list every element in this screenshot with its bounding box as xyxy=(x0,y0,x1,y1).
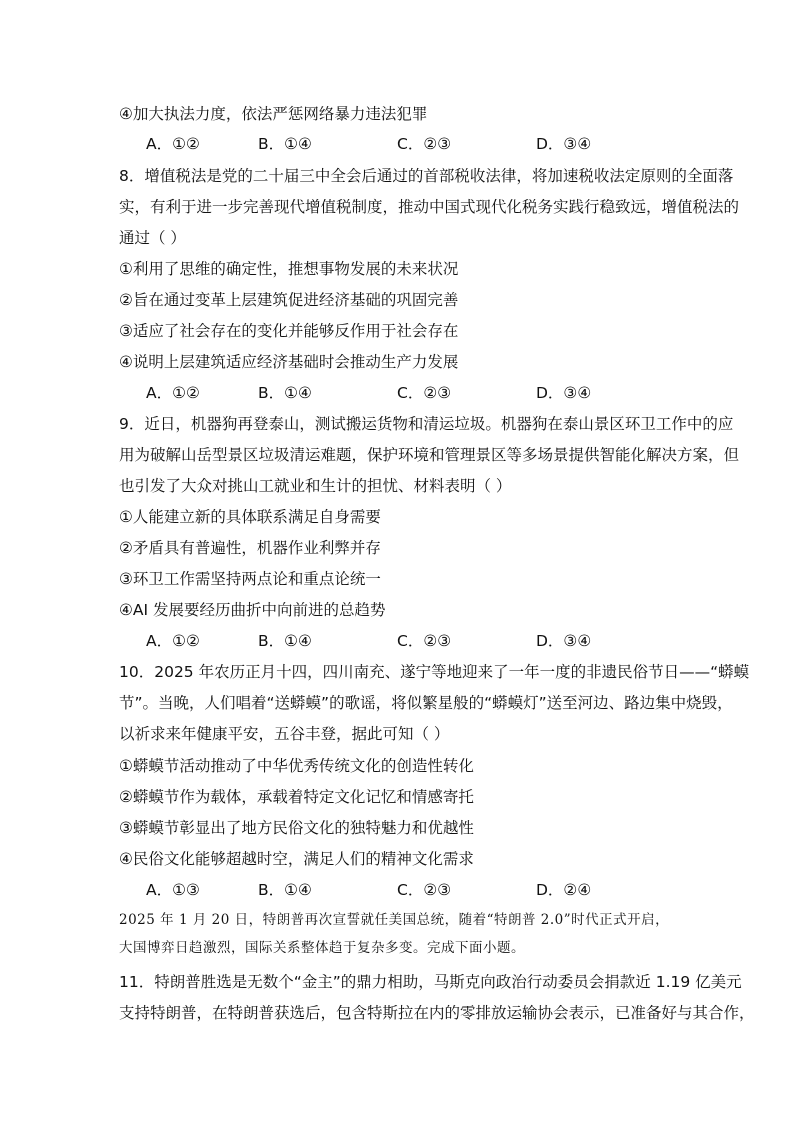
q9-stem xyxy=(119,409,740,502)
q8-option-3: ③适应了社会存在的变化并能够反作用于社会存在 xyxy=(119,322,459,340)
q10-stem xyxy=(119,657,750,750)
q9-stem-line: 9．近日，机器狗再登泰山，测试搬运货物和清运垃圾。机器狗在泰山景区环卫工作中的应 xyxy=(119,415,734,433)
q7-option-4: ④加大执法力度，依法严惩网络暴力违法犯罪 xyxy=(119,105,428,123)
q11-stem xyxy=(119,967,755,1029)
q9-stem-line: 也引发了大众对挑山工就业和生计的担忧、材料表明（ ） xyxy=(119,477,512,495)
q10-choice-d: D．②④ xyxy=(536,881,592,899)
q10-stem-line: 节”。当晚，人们唱着“送蟒蟆”的歌谣，将似繁星般的“蟒蟆灯”送至河边、路边集中烧毁， xyxy=(119,694,733,712)
q8-stem-line: 8．增值税法是党的二十届三中全会后通过的首部税收法律，将加速税收法定原则的全面落 xyxy=(119,167,734,185)
q8-option-1: ①利用了思维的确定性，推想事物发展的未来状况 xyxy=(119,260,459,278)
q10-stem-line: 10．2025 年农历正月十四，四川南充、遂宁等地迎来了一年一度的非遗民俗节日——“蟒蟆 xyxy=(119,663,750,681)
material-line: 大国博弈日趋激烈，国际关系整体趋于复杂多变。完成下面小题。 xyxy=(119,940,525,956)
q9-choice-c: C．②③ xyxy=(397,632,452,650)
q9-choice-d: D．③④ xyxy=(536,632,592,650)
q9-option-1: ①人能建立新的具体联系满足自身需要 xyxy=(119,508,381,526)
q8-choice-a: A．①② xyxy=(146,384,200,402)
q8-option-4: ④说明上层建筑适应经济基础时会推动生产力发展 xyxy=(119,353,459,371)
q10-stem-line: 以祈求来年健康平安，五谷丰登，据此可知（ ） xyxy=(119,725,450,743)
q10-choice-b: B．①④ xyxy=(258,881,312,899)
q7-choice-c: C．②③ xyxy=(397,135,452,153)
q10-option-4: ④民俗文化能够超越时空，满足人们的精神文化需求 xyxy=(119,850,474,868)
q10-option-3: ③蟒蟆节彰显出了地方民俗文化的独特魅力和优越性 xyxy=(119,819,474,837)
q8-choice-b: B．①④ xyxy=(258,384,312,402)
q9-option-2: ②矛盾具有普遍性，机器作业利弊并存 xyxy=(119,539,381,557)
q8-stem xyxy=(119,161,740,254)
q9-choice-b: B．①④ xyxy=(258,632,312,650)
q10-choice-c: C．②③ xyxy=(397,881,452,899)
q11-stem-line: 11．特朗普胜选是无数个“金主”的鼎力相助，马斯克向政治行动委员会捐款近 1.19 亿美元 xyxy=(119,973,742,991)
q9-stem-line: 用为破解山岳型景区垃圾清运难题，保护环境和管理景区等多场景提供智能化解决方案，但 xyxy=(119,446,740,464)
q8-stem-line: 实，有利于进一步完善现代增值税制度，推动中国式现代化税务实践行稳致远，增值税法的 xyxy=(119,198,740,216)
q10-choice-a: A．①③ xyxy=(146,881,200,899)
q8-stem-line: 通过（ ） xyxy=(119,229,186,247)
q11-stem-line: 支持特朗普，在特朗普获选后，包含特斯拉在内的零排放运输协会表示，已准备好与其合作， xyxy=(119,1004,755,1022)
q8-choice-c: C．②③ xyxy=(397,384,452,402)
q8-option-2: ②旨在通过变革上层建筑促进经济基础的巩固完善 xyxy=(119,291,459,309)
q9-choice-a: A．①② xyxy=(146,632,200,650)
q7-choice-d: D．③④ xyxy=(536,135,592,153)
q7-choice-b: B．①④ xyxy=(258,135,312,153)
q9-option-4: ④AI 发展要经历曲折中向前进的总趋势 xyxy=(119,601,386,619)
material-line: 2025 年 1 月 20 日，特朗普再次宣誓就任美国总统，随着“特朗普 2.0”时代正式开启， xyxy=(119,912,670,928)
q9-option-3: ③环卫工作需坚持两点论和重点论统一 xyxy=(119,570,381,588)
q10-option-2: ②蟒蟆节作为载体，承载着特定文化记忆和情感寄托 xyxy=(119,788,474,806)
q8-choice-d: D．③④ xyxy=(536,384,592,402)
q7-choice-a: A．①② xyxy=(146,135,200,153)
q10-option-1: ①蟒蟆节活动推动了中华优秀传统文化的创造性转化 xyxy=(119,757,474,775)
